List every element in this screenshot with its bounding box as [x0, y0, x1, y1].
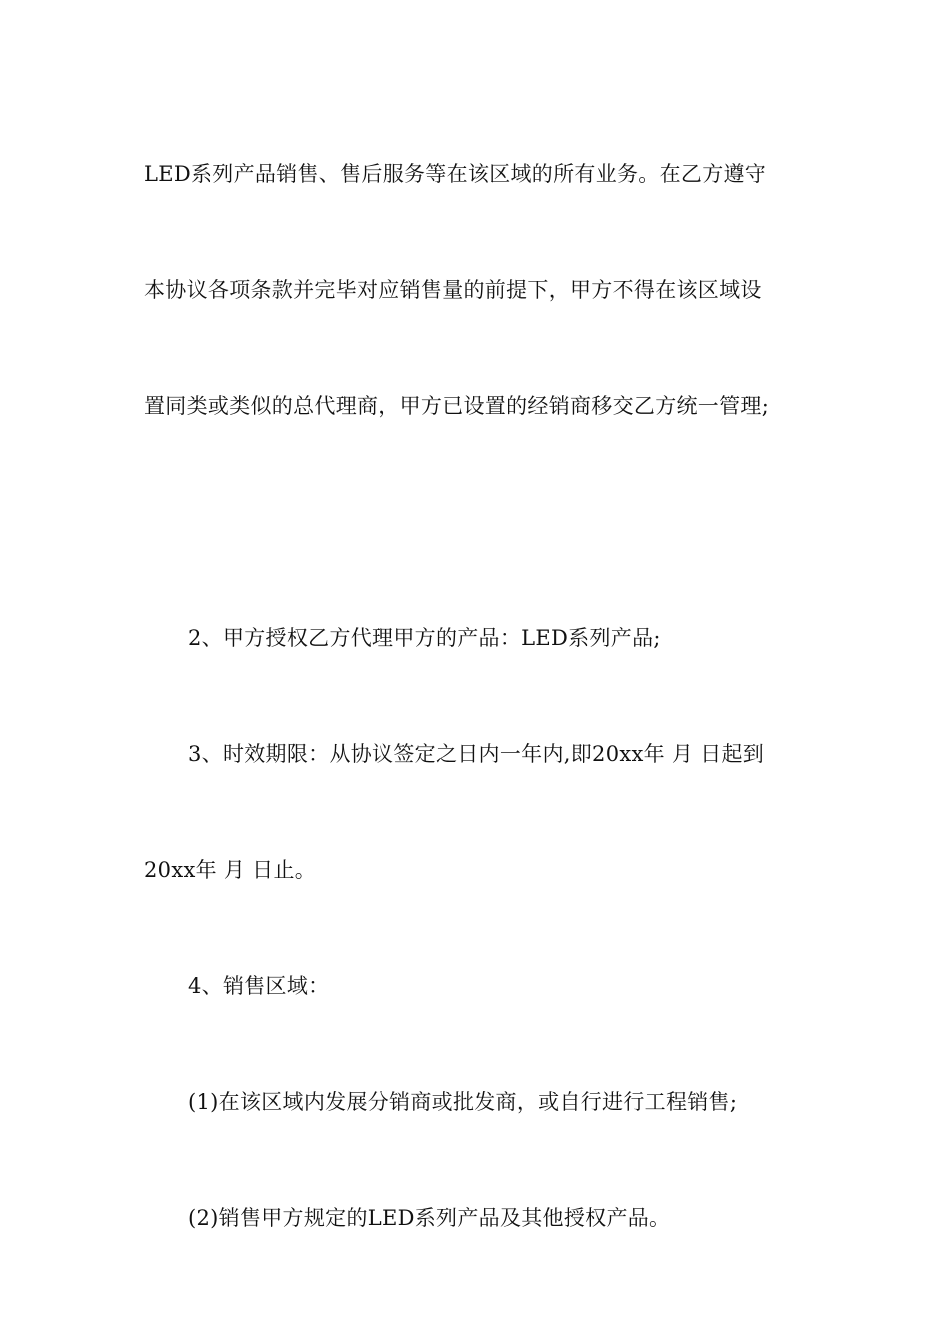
paragraph-line: 本协议各项条款并完毕对应销售量的前提下，甲方不得在该区域设 [144, 278, 762, 302]
clause-4-item-2: (2)销售甲方规定的LED系列产品及其他授权产品。 [188, 1206, 671, 1230]
clause-2-line: 2、甲方授权乙方代理甲方的产品：LED系列产品; [188, 626, 661, 650]
clause-3-line: 3、时效期限：从协议签定之日内一年内,即20xx年 月 日起到 [188, 742, 765, 766]
clause-3-continuation-line: 20xx年 月 日止。 [144, 858, 317, 882]
clause-4-heading: 4、销售区域： [188, 974, 330, 998]
clause-4-item-1: (1)在该区域内发展分销商或批发商，或自行进行工程销售; [188, 1090, 738, 1114]
paragraph-line: LED系列产品销售、售后服务等在该区域的所有业务。在乙方遵守 [144, 162, 767, 186]
paragraph-line: 置同类或类似的总代理商，甲方已设置的经销商移交乙方统一管理; [144, 394, 770, 418]
